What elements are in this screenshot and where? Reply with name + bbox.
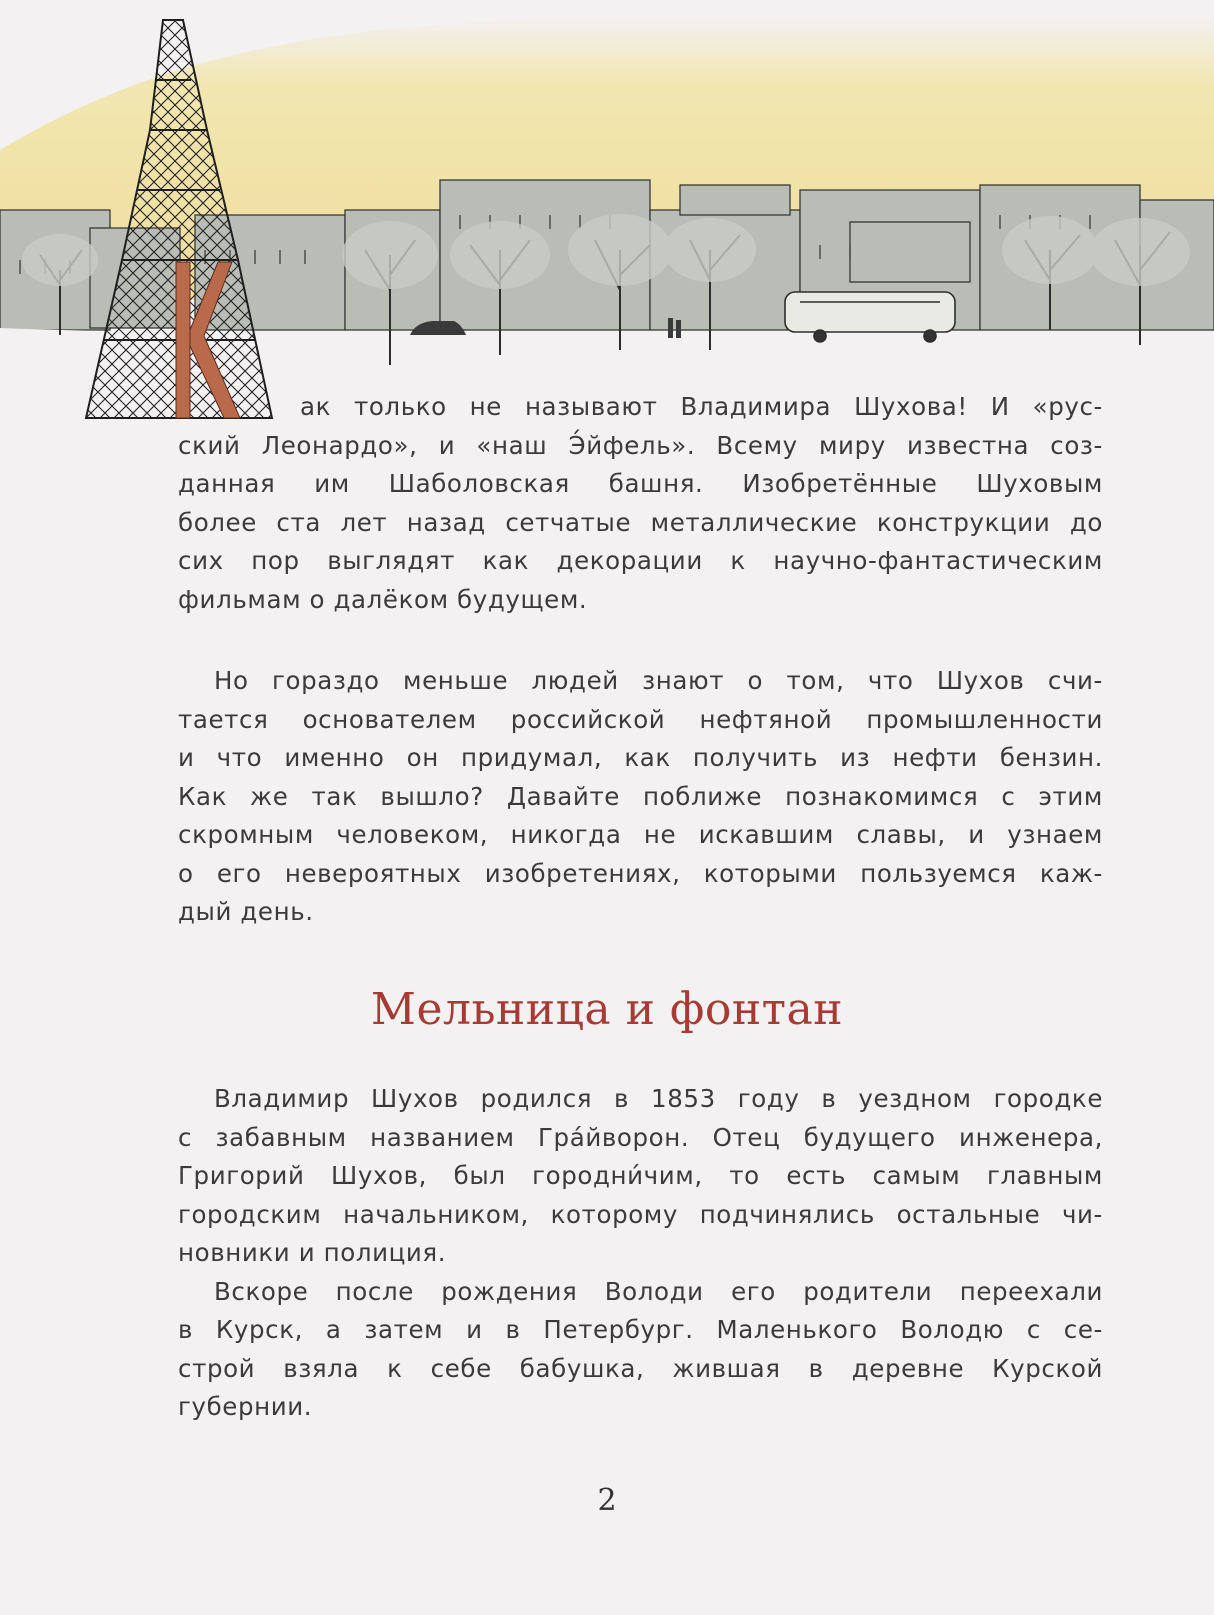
second-paragraph	[178, 662, 1103, 932]
text-line: скромным человеком, никогда не искавшим славы, и узнаем	[178, 820, 1103, 849]
intro-paragraph	[178, 388, 1103, 619]
text-line: Владимир Шухов родился в 1853 году в уездном городке	[214, 1084, 1103, 1113]
text-line: тается основателем российской нефтяной промышленности	[178, 704, 1103, 734]
section-paragraphs	[178, 1080, 1103, 1427]
text-line: и что именно он придумал, как получить из нефти бензин.	[178, 743, 1103, 772]
text-line: ский Леонардо», и «наш Э́йфель». Всему миру известна соз-	[178, 430, 1103, 460]
text-line: Григорий Шухов, был городни́чим, то есть самым главным	[178, 1161, 1103, 1190]
text-line: Как же так вышло? Давайте поближе познакомимся с этим	[178, 781, 1103, 811]
trolleybus	[785, 292, 955, 342]
text-line: в Курск, а затем и в Петербург. Маленького Володю с се-	[178, 1315, 1103, 1344]
text-line: Вскоре после рождения Володи его родители переехали	[214, 1276, 1103, 1306]
text-line: губернии.	[178, 1392, 313, 1421]
text-line: ак только не называют Владимира Шухова! И «рус-	[300, 392, 1103, 421]
page-number: 2	[597, 1483, 617, 1518]
text-line: фильмам о далёком будущем.	[178, 584, 588, 614]
text-line: о его невероятных изобретениях, которыми пользуемся каж-	[178, 858, 1103, 888]
text-line: сих пор выглядят как декорации к научно-фантастическим	[178, 546, 1103, 575]
text-line: более ста лет назад сетчатые металлические конструкции до	[178, 507, 1103, 537]
section-heading: Мельница и фонтан	[370, 984, 844, 1035]
text-line: дый день.	[178, 897, 314, 926]
text-line: городским начальником, которому подчинялись остальные чи-	[178, 1199, 1103, 1229]
winter-city-illustration	[0, 0, 1214, 420]
text-line: Но гораздо меньше людей знают о том, что Шухов счи-	[214, 666, 1103, 695]
text-line: с забавным названием Гра́йворон. Отец будущего инженера,	[178, 1122, 1103, 1152]
text-line: новники и полиция.	[178, 1238, 447, 1267]
text-line: строй взяла к себе бабушка, жившая в деревне Курской	[178, 1353, 1103, 1383]
text-line: данная им Шаболовская башня. Изобретённые Шуховым	[178, 469, 1103, 498]
